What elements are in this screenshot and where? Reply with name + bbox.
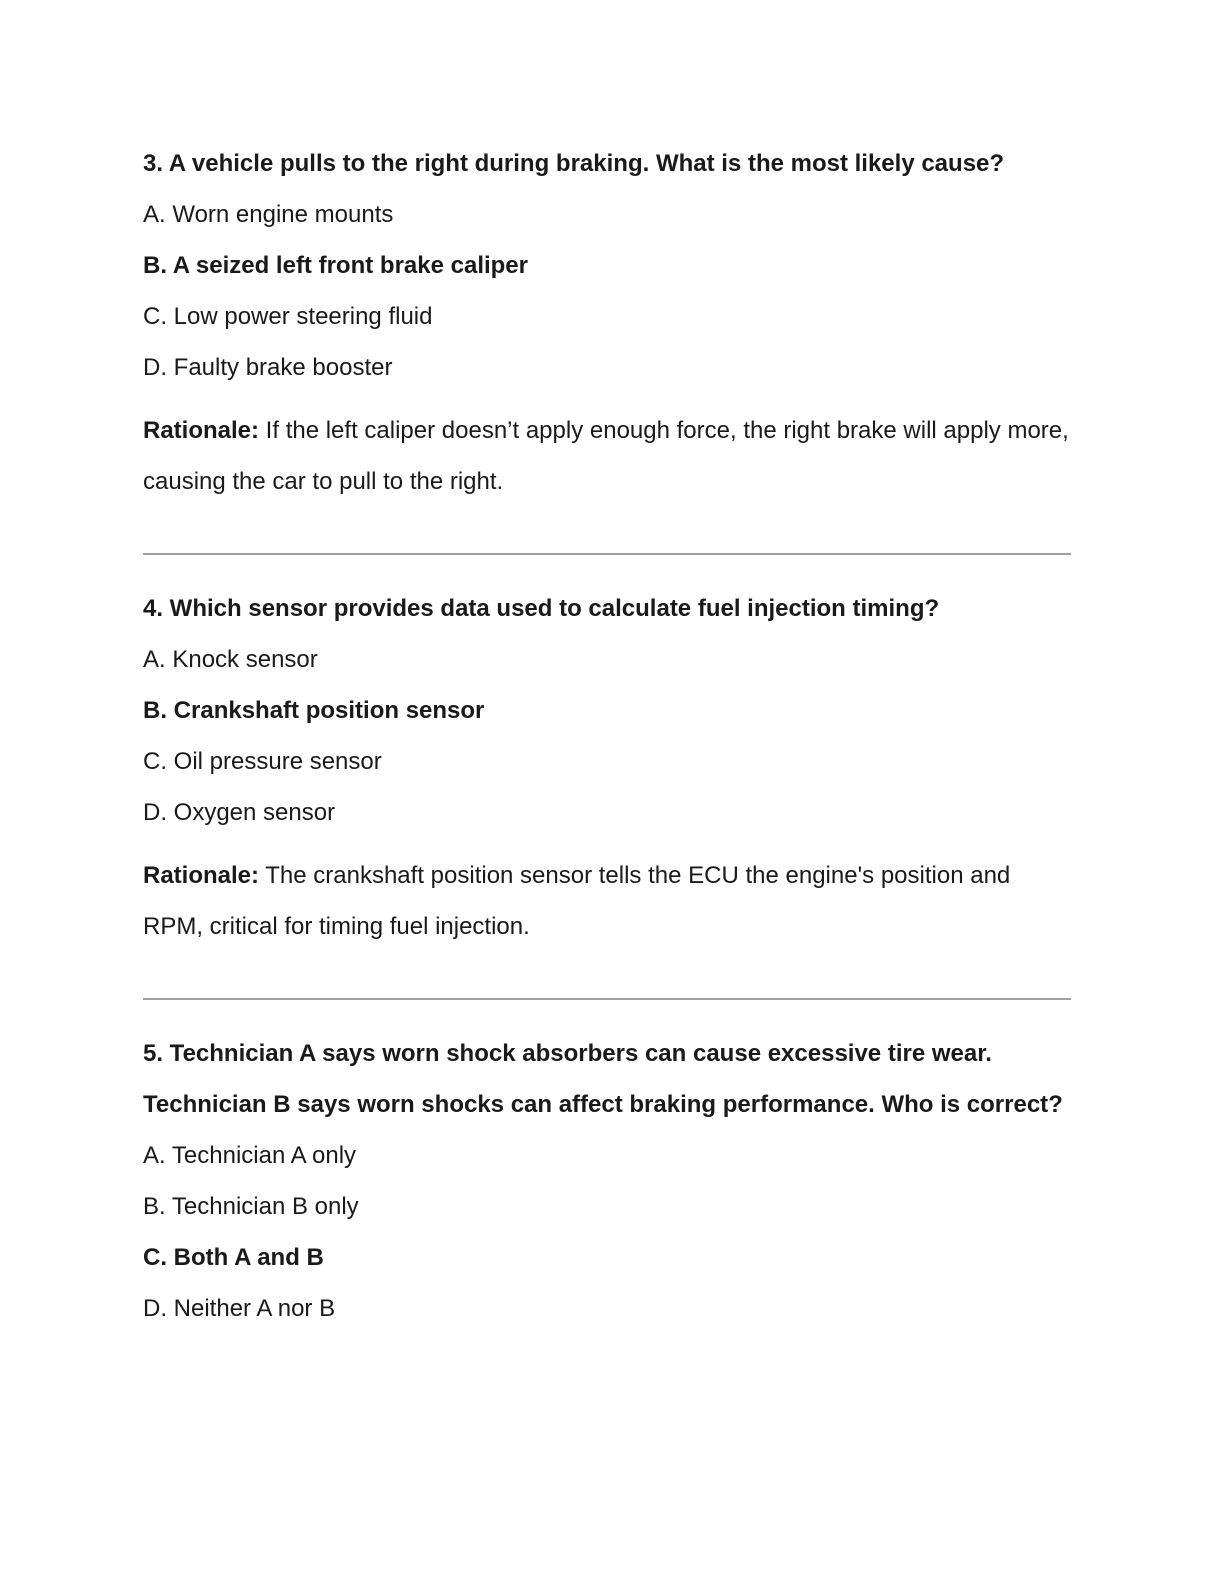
rationale-label: Rationale: [143,417,260,444]
section-divider [143,553,1071,555]
question-4-rationale [143,850,1073,952]
question-3-rationale [143,405,1073,507]
question-4-option-c: C. Oil pressure sensor [143,748,382,775]
question-5-option-b: B. Technician B only [143,1193,359,1220]
document-page [143,138,1073,1334]
question-5-text-line-2: Technician B says worn shocks can affect braking performance. Who is correct? [143,1091,1063,1118]
rationale-text: If the left caliper doesn’t apply enough force, the right brake will apply more, causing the car to pull to the right. [143,417,1069,495]
question-3 [143,138,1073,507]
question-5 [143,1028,1073,1334]
question-3-option-c: C. Low power steering fluid [143,303,433,330]
question-3-option-b: B. A seized left front brake caliper [143,252,528,279]
question-4-text: 4. Which sensor provides data used to calculate fuel injection timing? [143,595,940,622]
rationale-label: Rationale: [143,862,260,889]
question-5-option-d: D. Neither A nor B [143,1295,336,1322]
question-3-option-a: A. Worn engine mounts [143,201,394,228]
question-5-option-c: C. Both A and B [143,1244,324,1271]
rationale-text: The crankshaft position sensor tells the ECU the engine's position and RPM, critical for timing fuel injection. [143,862,1011,940]
question-4 [143,583,1073,952]
question-4-option-a: A. Knock sensor [143,646,318,673]
question-3-text: 3. A vehicle pulls to the right during braking. What is the most likely cause? [143,150,1005,177]
question-4-option-b: B. Crankshaft position sensor [143,697,485,724]
section-divider [143,998,1071,1000]
question-5-text-line-1: 5. Technician A says worn shock absorbers can cause excessive tire wear. [143,1040,992,1067]
question-3-option-d: D. Faulty brake booster [143,354,393,381]
question-4-option-d: D. Oxygen sensor [143,799,336,826]
question-5-option-a: A. Technician A only [143,1142,357,1169]
